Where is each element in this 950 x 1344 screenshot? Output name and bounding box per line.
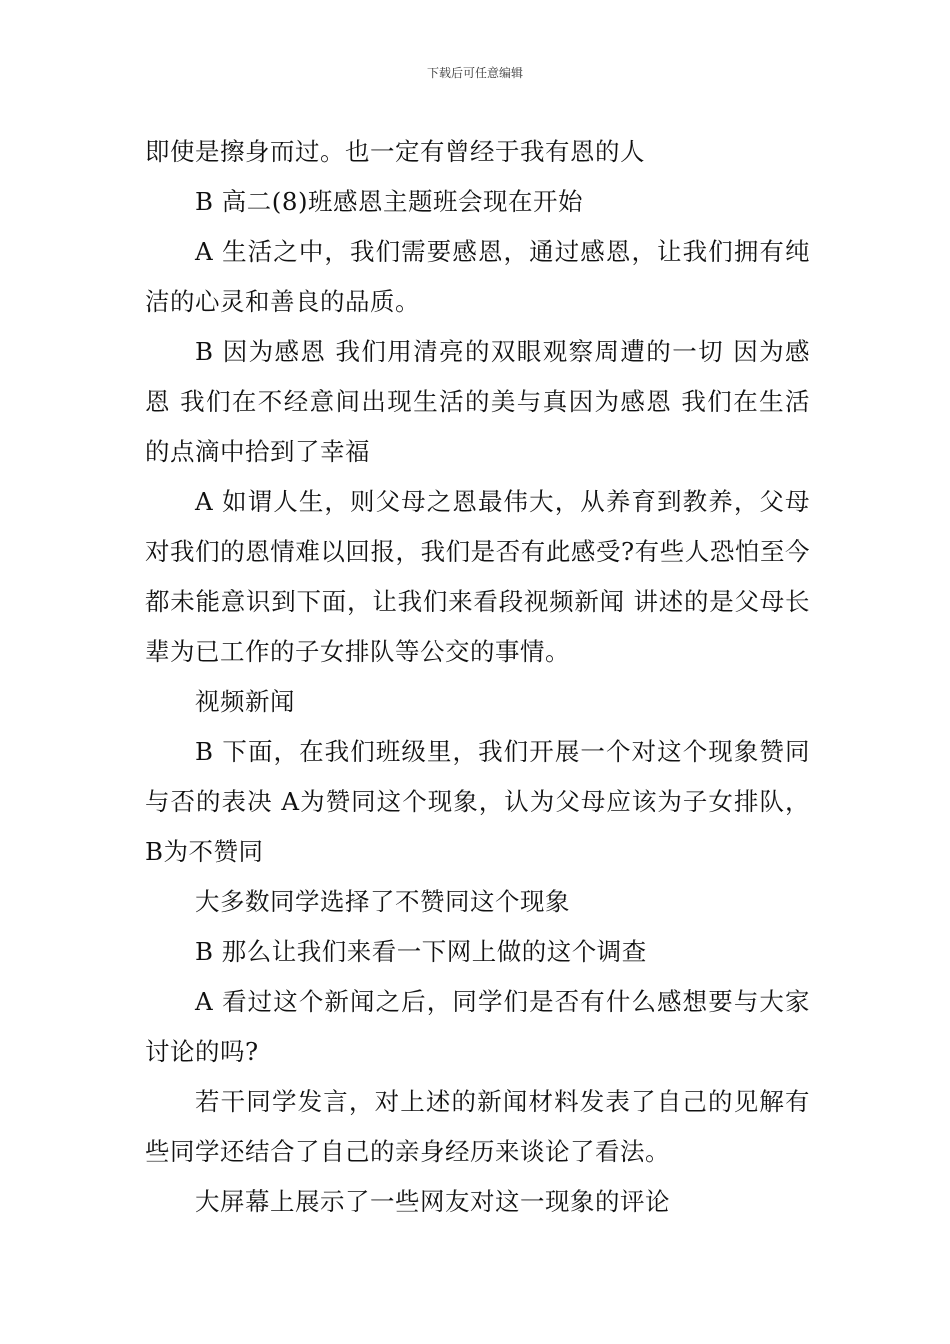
paragraph: A 生活之中，我们需要感恩，通过感恩，让我们拥有纯洁的心灵和善良的品质。 xyxy=(145,237,810,316)
paragraph: 即使是擦身而过。也一定有曾经于我有恩的人 xyxy=(145,137,645,166)
paragraph: 大屏幕上展示了一些网友对这一现象的评论 xyxy=(195,1187,670,1216)
document-body xyxy=(145,127,810,1227)
paragraph: B 因为感恩 我们用清亮的双眼观察周遭的一切 因为感恩 我们在不经意间出现生活的美与真因为感恩 我们在生活的点滴中拾到了幸福 xyxy=(145,337,810,466)
paragraph: A 看过这个新闻之后，同学们是否有什么感想要与大家讨论的吗? xyxy=(145,987,810,1066)
paragraph: B 那么让我们来看一下网上做的这个调查 xyxy=(195,937,647,966)
paragraph: B 下面，在我们班级里，我们开展一个对这个现象赞同与否的表决 A为赞同这个现象，认为父母应该为子女排队，B为不赞同 xyxy=(145,737,810,866)
paragraph: B 高二(8)班感恩主题班会现在开始 xyxy=(195,187,583,216)
page-header: 下载后可任意编辑 xyxy=(426,66,523,80)
paragraph: 视频新闻 xyxy=(195,687,295,716)
paragraph: 若干同学发言，对上述的新闻材料发表了自己的见解有些同学还结合了自己的亲身经历来谈论了看法。 xyxy=(145,1087,810,1166)
paragraph: A 如谓人生，则父母之恩最伟大，从养育到教养，父母对我们的恩情难以回报，我们是否有此感受?有些人恐怕至今都未能意识到下面，让我们来看段视频新闻 讲述的是父母长辈为已工作的子女排队等公交的事情。 xyxy=(145,487,810,666)
paragraph: 大多数同学选择了不赞同这个现象 xyxy=(195,887,570,916)
